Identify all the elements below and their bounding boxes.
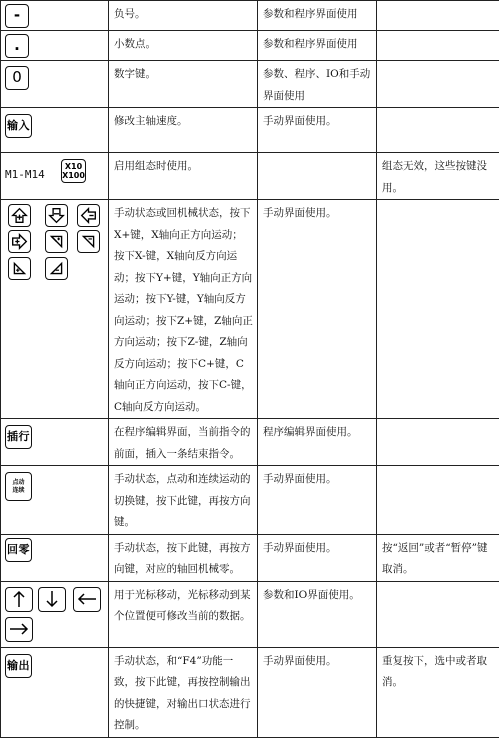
table-row <box>1 581 499 647</box>
z-plus-icon <box>45 230 68 253</box>
z-minus-icon <box>77 230 100 253</box>
arrow-down-icon <box>38 587 66 612</box>
table-row <box>1 200 499 419</box>
key-cell <box>1 153 109 200</box>
function-description: 用于光标移动，光标移动到某个位置便可修改当前的数据。 <box>109 582 257 628</box>
table-row <box>1 647 499 737</box>
note-text <box>377 108 499 111</box>
key-cell <box>1 466 109 535</box>
key-cell <box>1 419 109 466</box>
table-row <box>1 108 499 153</box>
usage-text: 程序编辑界面使用。 <box>258 419 376 444</box>
function-description: 小数点。 <box>109 31 257 56</box>
table-row <box>1 31 499 61</box>
function-description: 在程序编辑界面，当前指令的前面，插入一条结束指令。 <box>109 419 257 465</box>
table-row <box>1 1 499 31</box>
jog-continuous-toggle-key: 点动 连续 <box>5 472 32 501</box>
usage-text: 参数、程序、IO和手动界面使用 <box>258 61 376 107</box>
m-key-range-label: M1-M14 <box>5 164 45 186</box>
note-text <box>377 31 499 34</box>
function-description: 数字键。 <box>109 61 257 86</box>
usage-text: 参数和程序界面使用 <box>258 31 376 56</box>
note-text: 重复按下，选中或者取消。 <box>377 648 499 694</box>
table-row <box>1 153 499 200</box>
input-key: 输入 <box>5 114 32 138</box>
c-plus-icon <box>8 257 31 280</box>
digit-zero-key: 0 <box>5 66 29 90</box>
key-cell <box>1 61 109 108</box>
function-description: 修改主轴速度。 <box>109 108 257 133</box>
y-plus-icon <box>77 204 100 227</box>
key-cell <box>1 200 109 419</box>
function-description: 手动状态，和“F4”功能一致，按下此键，再按控制输出的快捷键，对输出口状态进行控制。 <box>109 648 257 737</box>
arrow-right-icon <box>5 617 33 642</box>
function-description: 手动状态，点动和连续运动的切换键，按下此键，再按方向键。 <box>109 466 257 534</box>
note-text <box>377 61 499 64</box>
x-plus-icon <box>8 204 31 227</box>
usage-text: 参数和程序界面使用 <box>258 1 376 26</box>
usage-text: 手动界面使用。 <box>258 200 376 225</box>
multiplier-key: X10 X100 <box>61 159 86 183</box>
note-text: 按“返回”或者“暂停”键取消。 <box>377 535 499 581</box>
key-cell <box>1 31 109 61</box>
key-cell <box>1 647 109 737</box>
home-key: 回零 <box>5 538 32 562</box>
arrow-left-icon <box>73 587 101 612</box>
output-key: 输出 <box>5 654 32 678</box>
function-description: 启用组态时使用。 <box>109 153 257 178</box>
table-row <box>1 61 499 108</box>
usage-text: 手动界面使用。 <box>258 648 376 673</box>
note-text <box>377 582 499 585</box>
note-text <box>377 200 499 203</box>
table-row <box>1 419 499 466</box>
c-minus-icon <box>45 257 68 280</box>
note-text: 组态无效，这些按键没用。 <box>377 153 499 199</box>
function-description: 手动状态，按下此键，再按方向键，对应的轴回机械零。 <box>109 535 257 581</box>
usage-text: 手动界面使用。 <box>258 466 376 491</box>
table-row <box>1 534 499 581</box>
usage-text: 手动界面使用。 <box>258 535 376 560</box>
usage-text <box>258 153 376 156</box>
usage-text: 手动界面使用。 <box>258 108 376 133</box>
minus-key: - <box>5 4 29 28</box>
arrow-up-icon <box>5 587 33 612</box>
usage-text: 参数和IO界面使用。 <box>258 582 376 607</box>
key-cell <box>1 1 109 31</box>
note-text <box>377 1 499 4</box>
note-text <box>377 466 499 469</box>
key-cell <box>1 108 109 153</box>
x-minus-icon <box>45 204 68 227</box>
table-row <box>1 466 499 535</box>
key-cell <box>1 534 109 581</box>
y-minus-icon <box>8 230 31 253</box>
decimal-point-key: . <box>5 34 29 58</box>
key-cell <box>1 581 109 647</box>
insert-line-key: 插行 <box>5 425 32 449</box>
function-description: 负号。 <box>109 1 257 26</box>
function-description: 手动状态或回机械状态，按下X+键，X轴向正方向运动；按下X-键，X轴向反方向运动；按下Y+键，Y轴向正方向运动；按下Y-键，Y轴向反方向运动；按下Z+键，Z轴向正方向运动；按下Z-键，Z轴向反方向运动；按下C+键，C轴向正方向运动，按下C-键，C轴向反方向运动。 <box>109 200 257 418</box>
note-text <box>377 419 499 422</box>
